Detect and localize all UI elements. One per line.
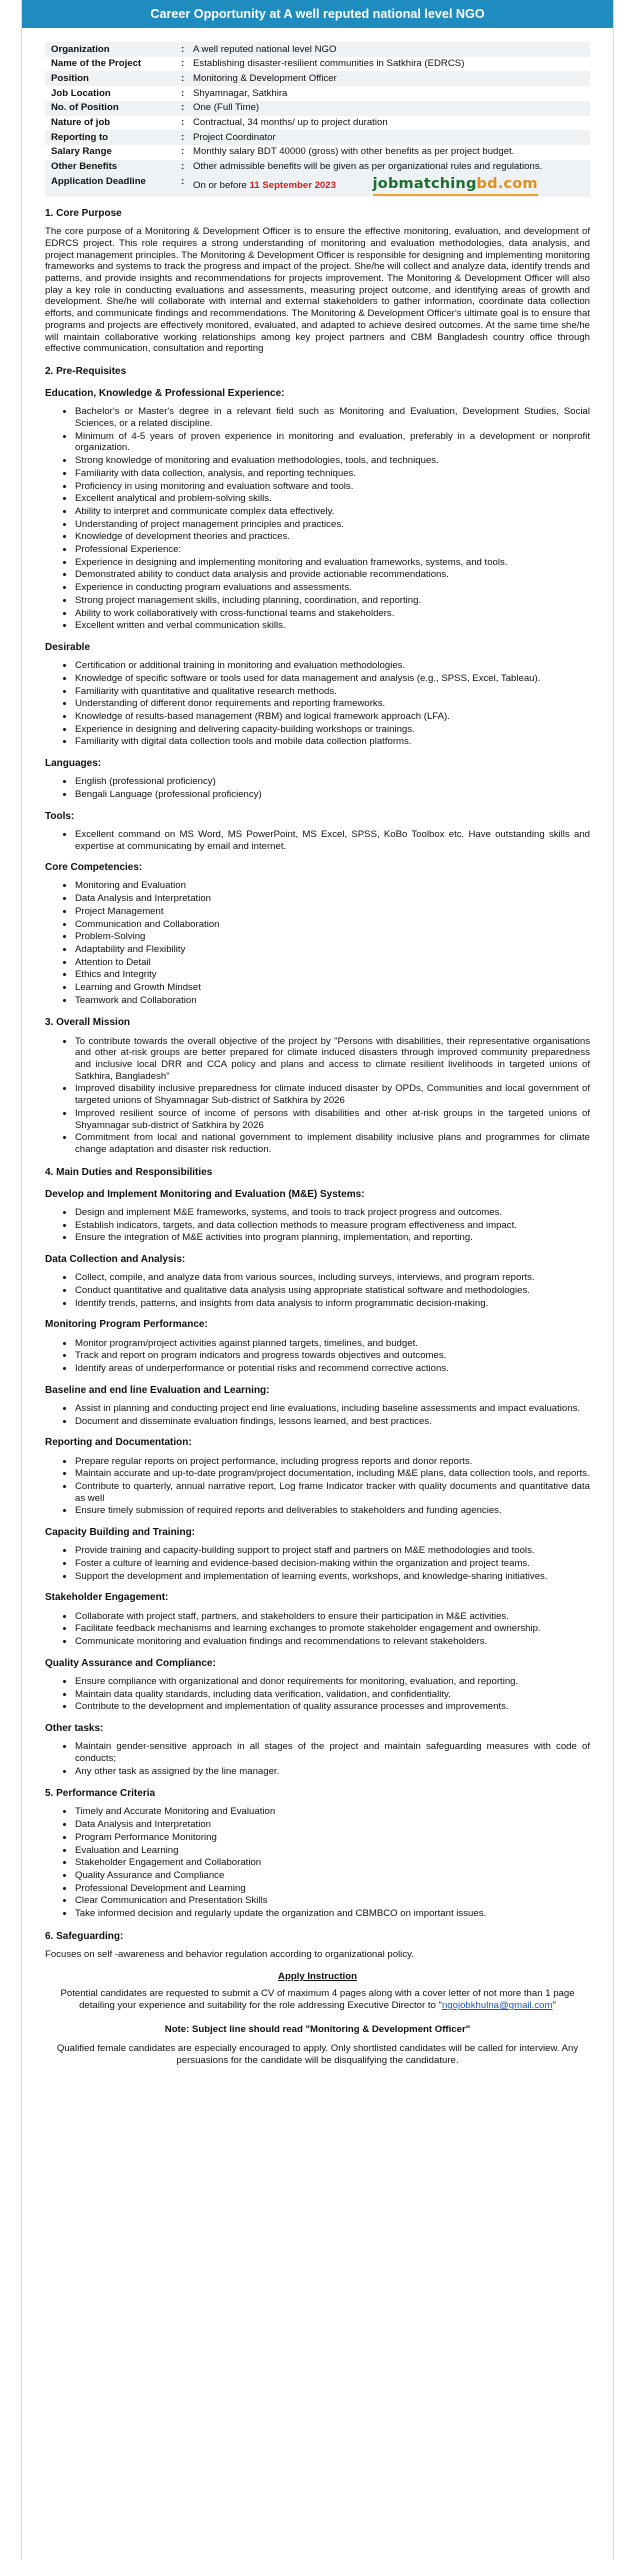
list-item: • To contribute towards the overall objective of the project by "Persons with disabilities, their representative organisations and other at-risk groups are better prepared for climate induced disasters through improved community preparedness and inclusive local DRR and CCA policy and plans and access to climate resilient livelihoods in targeted unions of Satkhira, Bangladesh" <box>75 1036 590 1083</box>
list-item: • Data Analysis and Interpretation <box>75 1819 590 1831</box>
apply-email-link[interactable]: ngojobkhulna@gmail.com <box>441 2000 553 2012</box>
list-item: • Bachelor's or Master's degree in a relevant field such as Monitoring and Evaluation, Development Studies, Social Sciences, or a related discipline. <box>75 406 590 429</box>
info-value: A well reputed national level NGO <box>193 43 337 55</box>
duty-section-heading: Capacity Building and Training: <box>45 1527 196 1539</box>
info-value: Monthly salary BDT 40000 (gross) with other benefits as per project budget. <box>193 146 515 158</box>
languages-heading: Languages: <box>45 758 102 770</box>
list-item: • Commitment from local and national government to implement disability inclusive plans and programmes for climate change adaptation and disaster risk reduction. <box>75 1132 590 1155</box>
safeguarding-heading: 6. Safeguarding: <box>45 1930 124 1942</box>
duties-sections <box>45 1189 590 1777</box>
duty-section-heading: Other tasks: <box>45 1722 104 1734</box>
list-item: • Clear Communication and Presentation Skills <box>75 1895 590 1907</box>
tools-heading: Tools: <box>45 810 75 822</box>
list-item: • Data Analysis and Interpretation <box>75 893 590 905</box>
info-label: Salary Range <box>51 146 112 158</box>
competencies-list <box>75 880 590 1006</box>
duty-section-list <box>75 1403 590 1427</box>
list-item: • Excellent analytical and problem-solving skills. <box>75 493 590 505</box>
list-item: • Identify trends, patterns, and insights from data analysis to inform programmatic decision-making. <box>75 1298 590 1310</box>
info-label: Name of the Project <box>51 58 142 70</box>
list-item: • Collect, compile, and analyze data from various sources, including surveys, interviews, and program reports. <box>75 1272 590 1284</box>
list-item: • Adaptability and Flexibility <box>75 944 590 956</box>
list-item: • Support the development and implementation of learning events, workshops, and knowledge-sharing initiatives. <box>75 1571 590 1583</box>
mission-list <box>75 1036 590 1156</box>
list-item: • Project Management <box>75 906 590 918</box>
mission-heading: 3. Overall Mission <box>45 1017 131 1029</box>
list-item: • Familiarity with data collection, analysis, and reporting techniques. <box>75 468 590 480</box>
list-item: • Program Performance Monitoring <box>75 1832 590 1844</box>
info-value: Project Coordinator <box>193 131 276 143</box>
info-row <box>45 57 590 72</box>
list-item: • Take informed decision and regularly update the organization and CBMBCO on important issues. <box>75 1908 590 1920</box>
info-row-deadline <box>45 174 590 197</box>
list-item: • Prepare regular reports on project performance, including progress reports and donor reports. <box>75 1456 590 1468</box>
list-item: • Maintain gender-sensitive approach in all stages of the project and maintain safeguarding measures with code of conducts; <box>75 1741 590 1764</box>
list-item: • Bengali Language (professional proficiency) <box>75 789 590 801</box>
info-label: Other Benefits <box>51 161 118 173</box>
duty-section-heading: Stakeholder Engagement: <box>45 1592 169 1604</box>
list-item: • Communicate monitoring and evaluation findings and recommendations to relevant stakeholders. <box>75 1636 590 1648</box>
list-item: • Document and disseminate evaluation findings, lessons learned, and best practices. <box>75 1416 590 1428</box>
apply-instruction: Potential candidates are requested to submit a CV of maximum 4 pages along with a cover letter of not more than 1 page detailing your experience and suitability for the role addressing Executive Director to " <box>60 1988 575 2012</box>
desirable-heading: Desirable <box>45 641 91 653</box>
list-item: • Knowledge of development theories and practices. <box>75 531 590 543</box>
duty-section-heading: Monitoring Program Performance: <box>45 1319 208 1331</box>
core-purpose-text: The core purpose of a Monitoring & Development Officer is to ensure the effective monitoring, evaluation, and development of EDRCS project. This role requires a strong understanding of monitoring and evaluation methodologies, data analysis, and project management principles. The Monitoring & Development Officer is responsible for designing and implementing monitoring frameworks and systems to track the progress and impact of the project. She/he will collect and analyze data, identify trends and patterns, and provide insights and recommendations for projects improvement. The Monitoring & Development Officer will also play a key role in conducting evaluations and assessments, measuring project outcome, and identifying areas of growth and development. She/he will collaborate with internal and external stakeholders to gather information, coordinate data collection efforts, and communicate findings and recommendations. The Monitoring & Development Officer's ultimate goal is to ensure that programs and projects are effectively monitored, evaluated, and adapted to achieve desired outcomes. At the same time she/he will maintain collaborative working relationships among key project partners and CBM Bangladesh country office through effective communication, consultation and reporting <box>45 226 590 355</box>
list-item: • Conduct quantitative and qualitative data analysis using appropriate statistical software and methodologies. <box>75 1285 590 1297</box>
list-item: • Ensure timely submission of required reports and deliverables to stakeholders and funding agencies. <box>75 1505 590 1517</box>
deadline-date: 11 September 2023 <box>249 179 336 191</box>
list-item: • Familiarity with digital data collection tools and mobile data collection platforms. <box>75 736 590 748</box>
logo-suffix: bd.com <box>476 175 538 192</box>
job-circular <box>21 0 614 2560</box>
list-item: • Timely and Accurate Monitoring and Evaluation <box>75 1806 590 1818</box>
info-colon: : <box>181 175 185 187</box>
info-value <box>193 174 590 197</box>
list-item: • Problem-Solving <box>75 931 590 943</box>
logo-main: jobmatching <box>372 175 477 192</box>
subject-note: Note: Subject line should read "Monitoring & Development Officer" <box>164 2023 471 2035</box>
list-item: • Improved disability inclusive preparedness for climate induced disaster by OPDs, Communities and local government of targeted unions of Shyamnagar Sub-district of Satkhira by 2026 <box>75 1083 590 1106</box>
list-item: • Facilitate feedback mechanisms and learning exchanges to promote stakeholder engagement and ownership. <box>75 1623 590 1635</box>
list-item: • Provide training and capacity-building support to project staff and partners on M&E methodologies and tools. <box>75 1545 590 1557</box>
info-row <box>45 71 590 86</box>
list-item: • Ensure compliance with organizational and donor requirements for monitoring, evaluation, and reporting. <box>75 1676 590 1688</box>
list-item: • Professional Development and Learning <box>75 1883 590 1895</box>
duty-section-list <box>75 1611 590 1648</box>
list-item: • Monitor program/project activities against planned targets, timelines, and budget. <box>75 1338 590 1350</box>
duty-section-list <box>75 1338 590 1375</box>
list-item: • Collaborate with project staff, partners, and stakeholders to ensure their participation in M&E activities. <box>75 1611 590 1623</box>
info-row <box>45 86 590 101</box>
duty-section-heading: Reporting and Documentation: <box>45 1437 192 1449</box>
list-item: • Improved resilient source of income of persons with disabilities and other at-risk groups in the targeted unions of Shyamnagar sub-district of Satkhira by 2026 <box>75 1108 590 1131</box>
deadline-prefix: On or before <box>193 179 250 191</box>
info-label: Nature of job <box>51 117 111 129</box>
list-item: • Ethics and Integrity <box>75 969 590 981</box>
list-item: • Strong knowledge of monitoring and evaluation methodologies, tools, and techniques. <box>75 455 590 467</box>
list-item: • Communication and Collaboration <box>75 919 590 931</box>
list-item: • Professional Experience: <box>75 544 590 556</box>
info-label: Organization <box>51 43 110 55</box>
circular-title: Career Opportunity at A well reputed national level NGO <box>150 7 485 21</box>
list-item: • Assist in planning and conducting project end line evaluations, including baseline assessments and impact evaluations. <box>75 1403 590 1415</box>
duty-section-list <box>75 1741 590 1777</box>
duty-section-list <box>75 1456 590 1518</box>
info-label: No. of Position <box>51 102 119 114</box>
job-info-table <box>45 42 590 197</box>
info-colon: : <box>181 161 185 173</box>
info-label: Job Location <box>51 87 111 99</box>
list-item: • Understanding of different donor requirements and reporting frameworks. <box>75 698 590 710</box>
info-value: One (Full Time) <box>193 102 260 114</box>
list-item: • Strong project management skills, including planning, coordination, and reporting. <box>75 595 590 607</box>
list-item: • Learning and Growth Mindset <box>75 982 590 994</box>
duty-section-heading: Baseline and end line Evaluation and Learning: <box>45 1384 270 1396</box>
prereq-heading: 2. Pre-Requisites <box>45 365 127 377</box>
apply-text <box>45 1988 590 2011</box>
duty-section-heading: Develop and Implement Monitoring and Evaluation (M&E) Systems: <box>45 1188 365 1200</box>
list-item: • Any other task as assigned by the line manager. <box>75 1766 590 1778</box>
list-item: • Contribute to the development and implementation of quality assurance processes and improvements. <box>75 1701 590 1713</box>
duty-section-heading: Data Collection and Analysis: <box>45 1254 186 1266</box>
circular-header <box>22 0 613 28</box>
info-colon: : <box>181 146 185 158</box>
duties-heading: 4. Main Duties and Responsibilities <box>45 1166 213 1178</box>
list-item: • Monitoring and Evaluation <box>75 880 590 892</box>
competencies-heading: Core Competencies: <box>45 862 143 874</box>
list-item: • Quality Assurance and Compliance <box>75 1870 590 1882</box>
tools-list <box>75 829 590 852</box>
list-item: • Ability to work collaboratively with cross-functional teams and stakeholders. <box>75 608 590 620</box>
list-item: • Foster a culture of learning and evidence-based decision-making within the organization and project teams. <box>75 1558 590 1570</box>
info-row <box>45 160 590 175</box>
apply-instruction-end: " <box>552 2000 556 2012</box>
list-item: • Excellent command on MS Word, MS PowerPoint, MS Excel, SPSS, KoBo Toolbox etc. Have outstanding skills and expertise at communicating by email and internet. <box>75 829 590 852</box>
info-value: Shyamnagar, Satkhira <box>193 87 288 99</box>
list-item: • Knowledge of specific software or tools used for data management and analysis (e.g., SPSS, Excel, Tableau). <box>75 673 590 685</box>
info-row <box>45 145 590 160</box>
info-colon: : <box>181 43 185 55</box>
performance-list <box>75 1806 590 1919</box>
apply-heading: Apply Instruction <box>278 1970 357 1982</box>
list-item: • Experience in conducting program evaluations and assessments. <box>75 582 590 594</box>
list-item: • Excellent written and verbal communication skills. <box>75 620 590 632</box>
education-heading: Education, Knowledge & Professional Experience: <box>45 388 285 400</box>
list-item: • Attention to Detail <box>75 957 590 969</box>
core-purpose-heading: 1. Core Purpose <box>45 208 122 220</box>
list-item: • Teamwork and Collaboration <box>75 995 590 1007</box>
info-value: Monitoring & Development Officer <box>193 72 337 84</box>
info-row <box>45 130 590 145</box>
info-label: Position <box>51 72 89 84</box>
list-item: • Demonstrated ability to conduct data analysis and provide actionable recommendations. <box>75 569 590 581</box>
info-value: Contractual, 34 months/ up to project duration <box>193 117 388 129</box>
list-item: • Proficiency in using monitoring and evaluation software and tools. <box>75 481 590 493</box>
duty-section-list <box>75 1676 590 1713</box>
list-item: • Understanding of project management principles and practices. <box>75 519 590 531</box>
list-item: • Establish indicators, targets, and data collection methods to measure program effectiveness and impact. <box>75 1220 590 1232</box>
list-item: • Stakeholder Engagement and Collaboration <box>75 1857 590 1869</box>
list-item: • Design and implement M&E frameworks, systems, and tools to track project progress and outcomes. <box>75 1207 590 1219</box>
education-list <box>75 406 590 632</box>
list-item: • Knowledge of results-based management (RBM) and logical framework approach (LFA). <box>75 711 590 723</box>
list-item: • Contribute to quarterly, annual narrative report, Log frame Indicator tracker with quality documents and quantitative data as well <box>75 1481 590 1504</box>
info-colon: : <box>181 102 185 114</box>
list-item: • Familiarity with quantitative and qualitative research methods. <box>75 686 590 698</box>
circular-content <box>22 28 613 2087</box>
list-item: • Ensure the integration of M&E activities into program planning, implementation, and reporting. <box>75 1232 590 1244</box>
info-colon: : <box>181 87 185 99</box>
duty-section-heading: Quality Assurance and Compliance: <box>45 1657 216 1669</box>
desirable-list <box>75 660 590 748</box>
list-item: • Maintain data quality standards, including data verification, validation, and confidentiality. <box>75 1689 590 1701</box>
safeguarding-text: Focuses on self -awareness and behavior regulation according to organizational policy. <box>45 1948 414 1960</box>
list-item: • Track and report on program indicators and progress towards objectives and outcomes. <box>75 1350 590 1362</box>
jobmatchingbd-logo[interactable] <box>373 176 538 196</box>
list-item: • English (professional proficiency) <box>75 776 590 788</box>
info-value: Other admissible benefits will be given as per organizational rules and regulations. <box>193 161 543 173</box>
info-label: Application Deadline <box>51 175 146 187</box>
info-colon: : <box>181 131 185 143</box>
list-item: • Experience in designing and implementing monitoring and evaluation frameworks, systems, and tools. <box>75 557 590 569</box>
list-item: • Evaluation and Learning <box>75 1845 590 1857</box>
duty-section-list <box>75 1272 590 1309</box>
info-colon: : <box>181 58 185 70</box>
closing-text: Qualified female candidates are especially encouraged to apply. Only shortlisted candidates will be called for interview. Any persuasions for the candidate will be disqualifying the candidature. <box>56 2043 579 2067</box>
list-item: • Identify areas of underperformance or potential risks and recommend corrective actions. <box>75 1363 590 1375</box>
info-colon: : <box>181 117 185 129</box>
info-row <box>45 42 590 57</box>
list-item: • Certification or additional training in monitoring and evaluation methodologies. <box>75 660 590 672</box>
info-row <box>45 116 590 131</box>
info-colon: : <box>181 72 185 84</box>
info-label: Reporting to <box>51 131 109 143</box>
list-item: • Experience in designing and delivering capacity-building workshops or trainings. <box>75 724 590 736</box>
info-row <box>45 101 590 116</box>
list-item: • Minimum of 4-5 years of proven experience in monitoring and evaluation, preferably in a development or nonprofit organization. <box>75 431 590 454</box>
performance-heading: 5. Performance Criteria <box>45 1788 156 1800</box>
languages-list <box>75 776 590 800</box>
info-value: Establishing disaster-resilient communities in Satkhira (EDRCS) <box>193 58 465 70</box>
list-item: • Ability to interpret and communicate complex data effectively. <box>75 506 590 518</box>
duty-section-list <box>75 1545 590 1582</box>
duty-section-list <box>75 1207 590 1244</box>
list-item: • Maintain accurate and up-to-date program/project documentation, including M&E plans, data collection tools, and reports. <box>75 1468 590 1480</box>
